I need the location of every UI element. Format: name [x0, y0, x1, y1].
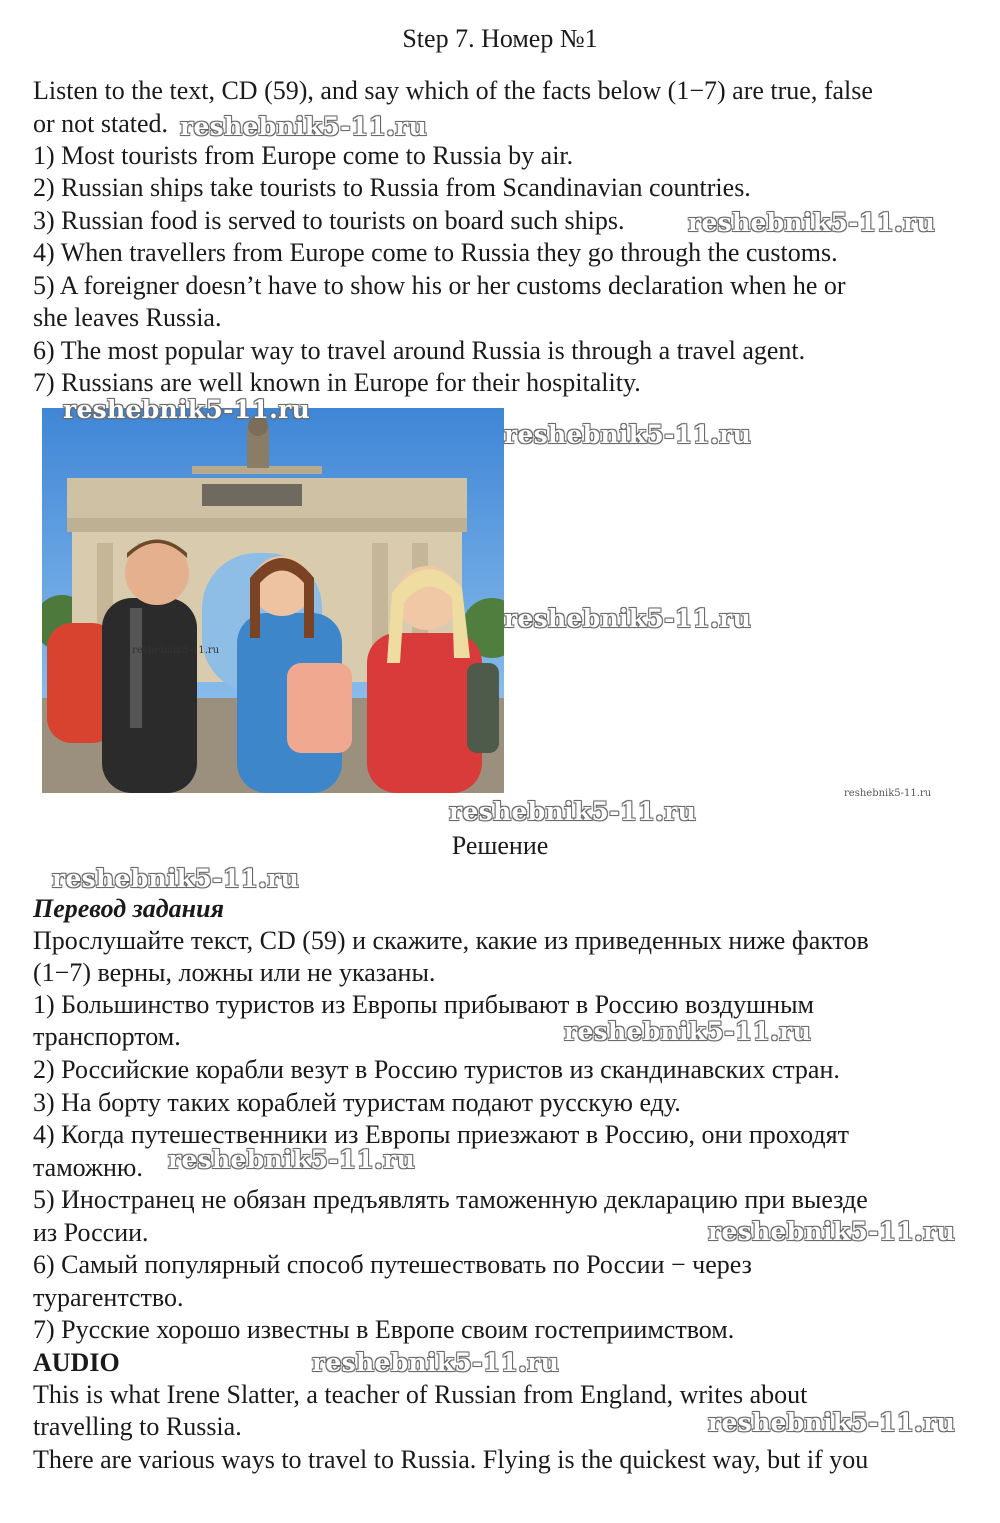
fact-line-1: 1) Most tourists from Europe come to Russia by air. [33, 141, 574, 170]
watermark: reshebnik5-11.ru [52, 864, 300, 893]
audio-line-1: This is what Irene Slatter, a teacher of Russian from England, writes about [33, 1380, 808, 1409]
translation-line-3: 1) Большинство туристов из Европы прибывают в Россию воздушным [33, 990, 815, 1019]
fact-line-6: 6) The most popular way to travel around Russia is through a travel agent. [33, 336, 806, 365]
watermark: reshebnik5-11.ru [688, 208, 936, 237]
fact-line-2: 2) Russian ships take tourists to Russia from Scandinavian countries. [33, 173, 751, 202]
watermark: reshebnik5-11.ru [180, 112, 428, 141]
audio-line-2: travelling to Russia. [33, 1412, 242, 1441]
translation-line-11: 6) Самый популярный способ путешествовать по России − через [33, 1250, 752, 1279]
fact-line-5-cont: she leaves Russia. [33, 303, 222, 332]
audio-heading: AUDIO [33, 1348, 120, 1377]
watermark: reshebnik5-11.ru [449, 797, 697, 826]
watermark: reshebnik5-11.ru [63, 395, 311, 424]
watermark: reshebnik5-11.ru [312, 1348, 560, 1377]
translation-line-12: турагентство. [33, 1283, 184, 1312]
translation-line-2: (1−7) верны, ложны или не указаны. [33, 958, 436, 987]
task-intro-line-1: Listen to the text, CD (59), and say which of the facts below (1−7) are true, false [33, 76, 873, 105]
watermark: reshebnik5-11.ru [504, 420, 752, 449]
audio-line-3: There are various ways to travel to Russia. Flying is the quickest way, but if you [33, 1445, 869, 1474]
translation-line-10: из России. [33, 1218, 149, 1247]
watermark: reshebnik5-11.ru [708, 1408, 956, 1437]
translation-line-7: 4) Когда путешественники из Европы приезжают в Россию, они проходят [33, 1120, 849, 1149]
watermark-small: reshebnik5-11.ru [132, 645, 220, 656]
watermark: reshebnik5-11.ru [168, 1145, 416, 1174]
translation-line-9: 5) Иностранец не обязан предъявлять таможенную декларацию при выезде [33, 1185, 868, 1214]
fact-line-3: 3) Russian food is served to tourists on board such ships. [33, 206, 625, 235]
tourists-photo [42, 408, 504, 793]
watermark: reshebnik5-11.ru [564, 1017, 812, 1046]
solution-title: Решение [451, 831, 549, 860]
page-title: Step 7. Номер №1 [402, 24, 598, 53]
task-intro-line-2: or not stated. [33, 109, 169, 138]
watermark: reshebnik5-11.ru [504, 604, 752, 633]
translation-line-13: 7) Русские хорошо известны в Европе своим гостеприимством. [33, 1315, 735, 1344]
watermark: reshebnik5-11.ru [708, 1217, 956, 1246]
translation-line-8: таможню. [33, 1153, 143, 1182]
translation-line-1: Прослушайте текст, CD (59) и скажите, какие из приведенных ниже фактов [33, 926, 869, 955]
watermark-small: reshebnik5-11.ru [844, 788, 932, 799]
translation-line-5: 2) Российские корабли везут в Россию туристов из скандинавских стран. [33, 1055, 840, 1084]
fact-line-5: 5) A foreigner doesn’t have to show his or her customs declaration when he or [33, 271, 846, 300]
fact-line-4: 4) When travellers from Europe come to Russia they go through the customs. [33, 238, 838, 267]
translation-line-6: 3) На борту таких кораблей туристам подают русскую еду. [33, 1088, 681, 1117]
fact-line-7: 7) Russians are well known in Europe for their hospitality. [33, 368, 641, 397]
translation-heading: Перевод задания [33, 894, 224, 923]
translation-line-4: транспортом. [33, 1022, 181, 1051]
